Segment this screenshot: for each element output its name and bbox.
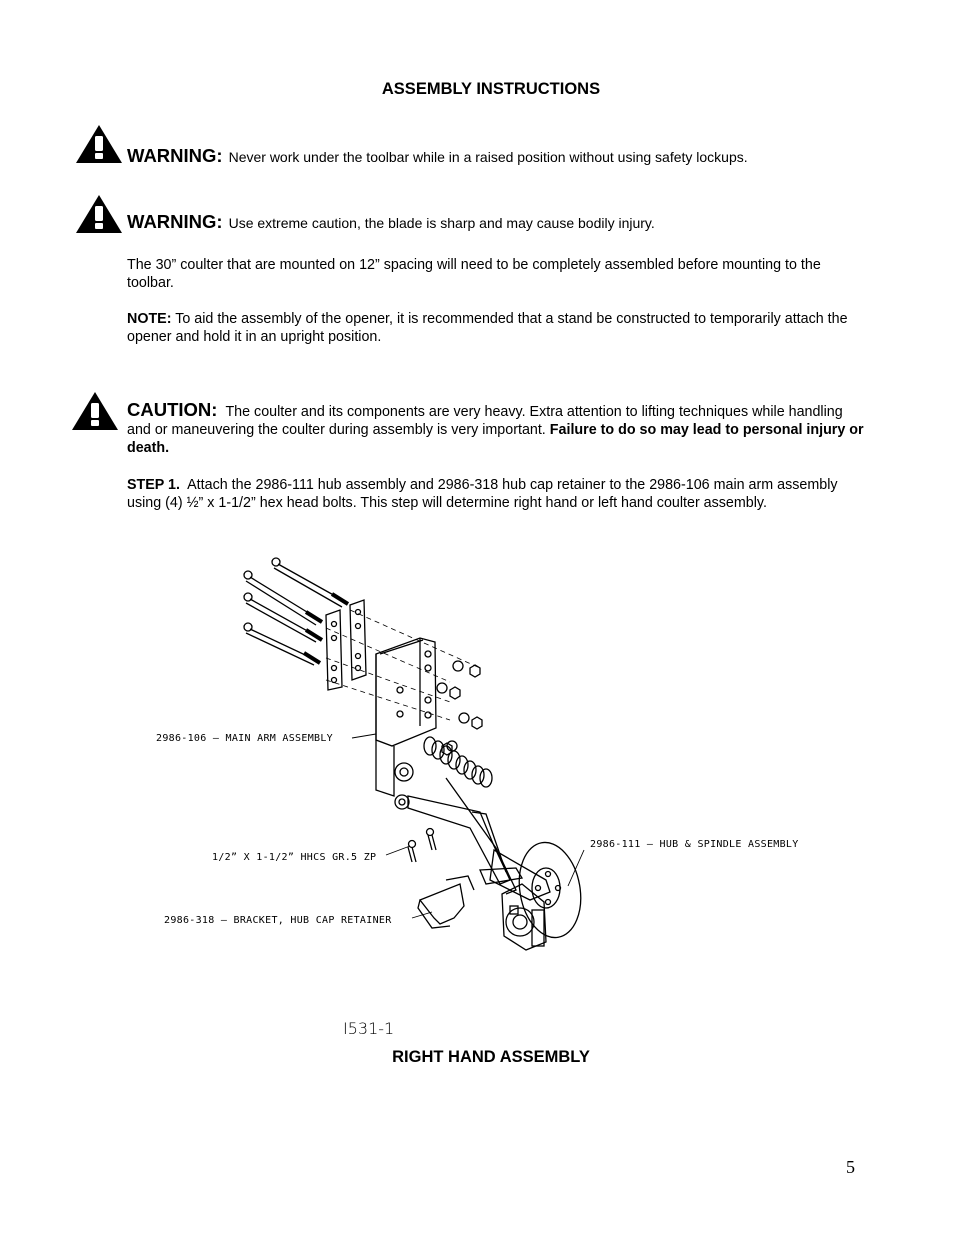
step1-label: STEP 1. [127, 477, 180, 493]
figure-code: I531-1 [343, 1019, 395, 1038]
hhcs-bolts [408, 829, 436, 863]
caution-bold-text: Failure to do so may lead to personal injury or death. [127, 422, 864, 456]
nuts [437, 661, 482, 755]
warning-2 [127, 211, 655, 233]
note-paragraph [127, 310, 867, 346]
warning-1 [127, 145, 748, 167]
warning-triangle-icon [75, 124, 123, 164]
caution-label: CAUTION: [127, 399, 218, 420]
caution-text: The coulter and its components are very heavy. Extra attention to lifting techniques while handling and or maneuvering the coulter during assembly is very important. [127, 404, 843, 438]
note-text: To aid the assembly of the opener, it is recommended that a stand be constructed to temporarily attach the opener and hold it in an upright position. [127, 311, 848, 345]
warning-2-label: WARNING: [127, 211, 223, 232]
step1-text: Attach the 2986-111 hub assembly and 2986-318 hub cap retainer to the 2986-106 main arm assembly using (4) ½” x 1-1/2” hex head bolts. This step will determine right hand or left hand coulter assembly. [127, 477, 838, 511]
step1-paragraph [127, 476, 867, 512]
assembly-diagram [150, 550, 830, 1040]
label-hub-spindle: 2986-111 – HUB & SPINDLE ASSEMBLY [590, 839, 799, 850]
warning-2-text: Use extreme caution, the blade is sharp and may cause bodily injury. [228, 215, 655, 231]
bolt-1 [272, 558, 348, 607]
label-hhcs: 1/2” X 1-1/2” HHCS GR.5 ZP [212, 852, 377, 863]
note-label: NOTE: [127, 311, 172, 327]
warning-1-label: WARNING: [127, 145, 223, 166]
page-title: ASSEMBLY INSTRUCTIONS [381, 80, 601, 98]
intro-paragraph: The 30” coulter that are mounted on 12” spacing will need to be completely assembled before mounting to the toolbar. [127, 257, 821, 291]
warning-triangle-icon [75, 194, 123, 234]
label-bracket: 2986-318 – BRACKET, HUB CAP RETAINER [164, 915, 392, 926]
caution-triangle-icon [71, 391, 119, 431]
figure-caption: RIGHT HAND ASSEMBLY [392, 1048, 590, 1066]
label-main-arm: 2986-106 – MAIN ARM ASSEMBLY [156, 733, 333, 744]
warning-1-text: Never work under the toolbar while in a raised position without using safety lockups. [228, 149, 748, 165]
bolt-3 [244, 593, 322, 642]
page-number: 5 [846, 1157, 855, 1177]
caution-paragraph [127, 401, 867, 457]
spring [424, 737, 492, 787]
